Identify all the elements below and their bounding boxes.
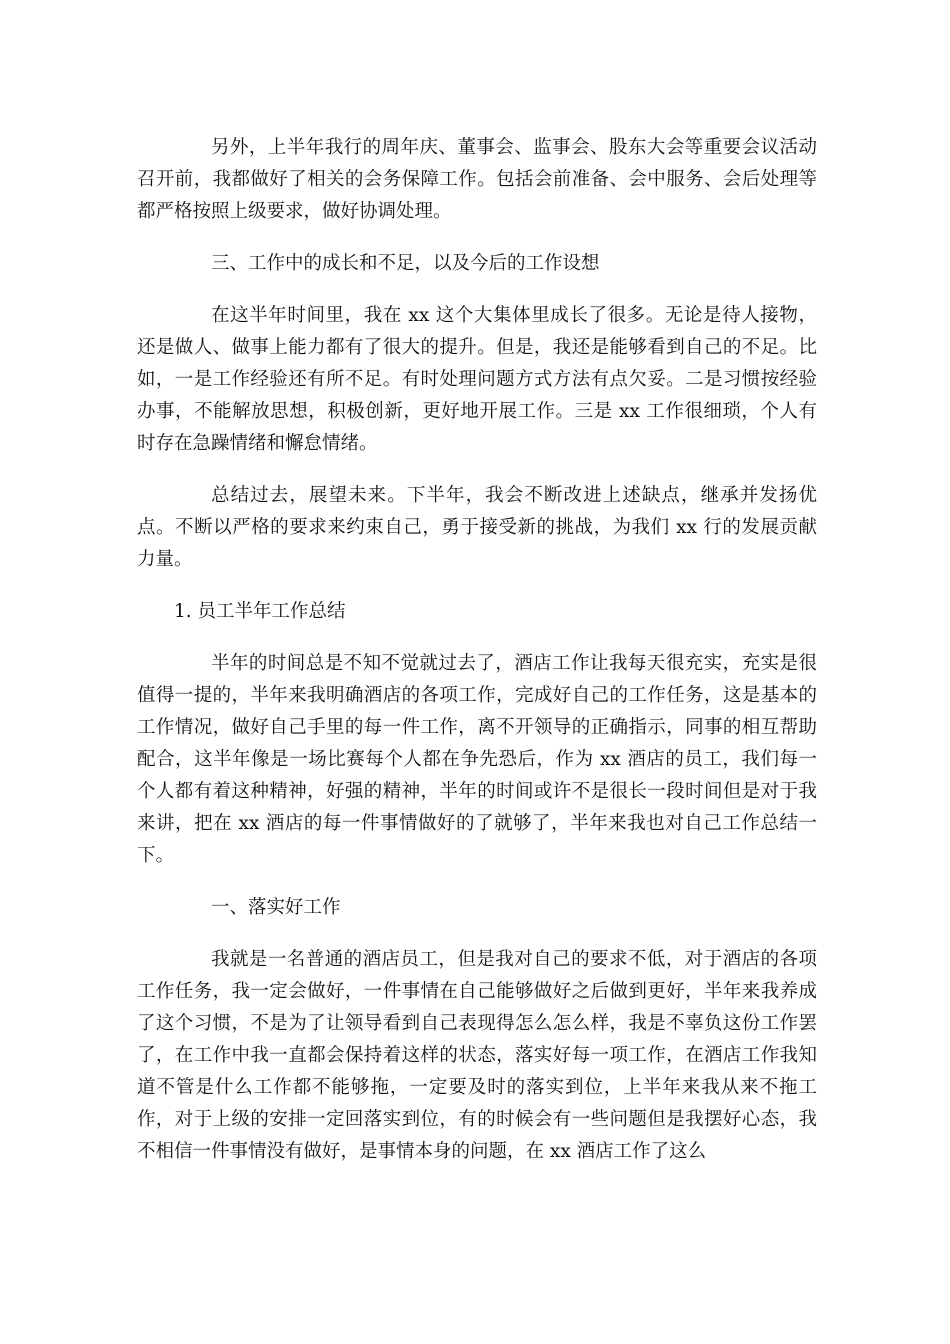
paragraph-growth-shortcomings: 在这半年时间里，我在 xx 这个大集体里成长了很多。无论是待人接物，还是做人、做事上能力都有了很大的提升。但是，我还是能够看到自己的不足。比如，一是工作经验还有所不足。有时处理问题方式方法有点欠妥。二是习惯按经验办事，不能解放思想，积极创新，更好地开展工作。三是 xx 工作很细琐，个人有时存在急躁情绪和懈怠情绪。 xyxy=(137,305,817,454)
section-heading-implement-work: 一、落实好工作 xyxy=(211,897,341,918)
paragraph-hotel-work: 半年的时间总是不知不觉就过去了，酒店工作让我每天很充实，充实是很值得一提的，半年来我明确酒店的各项工作，完成好自己的工作任务，这是基本的工作情况，做好自己手里的每一件工作，离不开领导的正确指示，同事的相互帮助配合，这半年像是一场比赛每个人都在争先恐后，作为 xx 酒店的员工，我们每一个人都有着这种精神，好强的精神，半年的时间或许不是很长一段时间但是对于我来讲，把在 xx 酒店的每一件事情做好的了就够了，半年来我也对自己工作总结一下。 xyxy=(137,653,817,866)
section-heading-growth: 三、工作中的成长和不足，以及今后的工作设想 xyxy=(211,253,600,274)
numbered-heading-staff-summary: 1. 员工半年工作总结 xyxy=(174,601,346,622)
paragraph-meeting-support: 另外，上半年我行的周年庆、董事会、监事会、股东大会等重要会议活动召开前，我都做好了相关的会务保障工作。包括会前准备、会中服务、会后处理等都严格按照上级要求，做好协调处理。 xyxy=(137,137,817,222)
paragraph-outlook: 总结过去，展望未来。下半年，我会不断改进上述缺点，继承并发扬优点。不断以严格的要求来约束自己，勇于接受新的挑战，为我们 xx 行的发展贡献力量。 xyxy=(137,485,817,570)
paragraph-ordinary-employee: 我就是一名普通的酒店员工，但是我对自己的要求不低，对于酒店的各项工作任务，我一定会做好，一件事情在自己能够做好之后做到更好，半年来我养成了这个习惯，不是为了让领导看到自己表现得怎么怎么样，我是不辜负这份工作罢了，在工作中我一直都会保持着这样的状态，落实好每一项工作，在酒店工作我知道不管是什么工作都不能够拖，一定要及时的落实到位，上半年来我从来不拖工作，对于上级的安排一定回落实到位，有的时候会有一些问题但是我摆好心态，我不相信一件事情没有做好，是事情本身的问题，在 xx 酒店工作了这么 xyxy=(137,949,817,1162)
document-page xyxy=(137,132,817,1168)
